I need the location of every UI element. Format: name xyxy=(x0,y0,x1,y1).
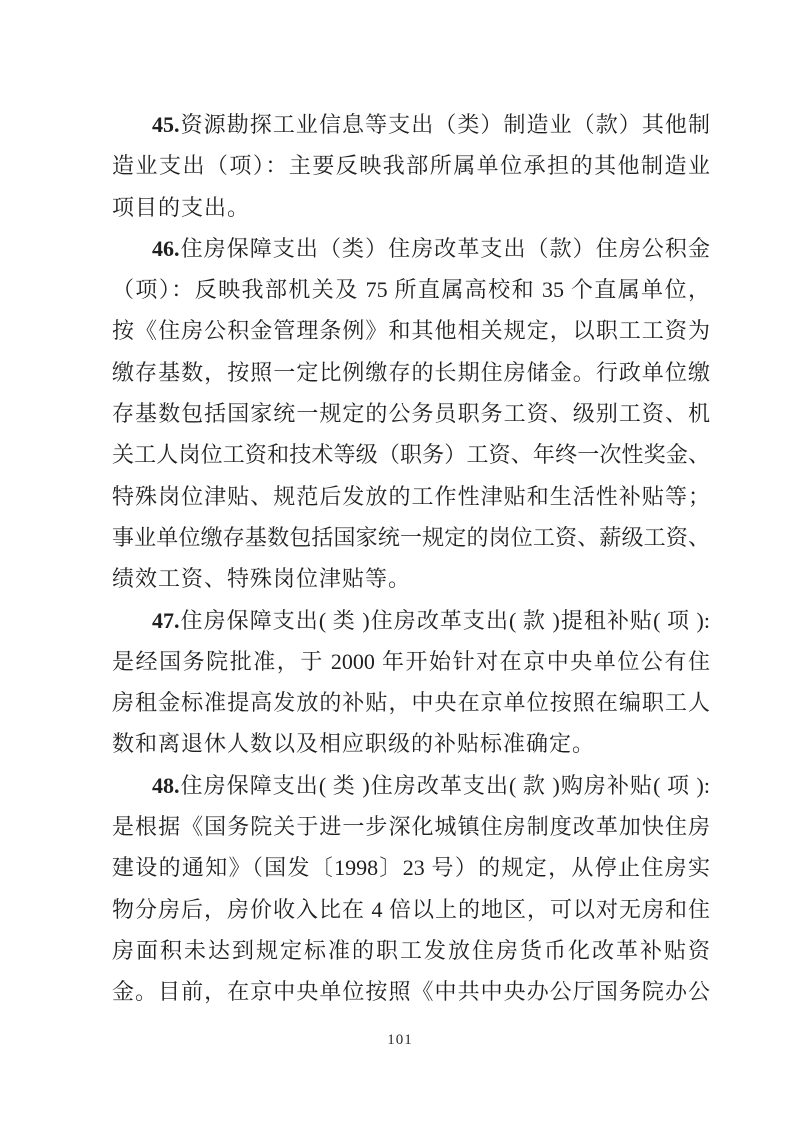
paragraph-line: 特殊岗位津贴、规范后发放的工作性津贴和生活性补贴等； xyxy=(112,483,710,509)
paragraph-line: 房面积未达到规定标准的职工发放住房货币化改革补贴资 xyxy=(112,937,710,963)
paragraph-line: 物分房后，房价收入比在 4 倍以上的地区，可以对无房和住 xyxy=(112,896,710,922)
paragraph-line: 造业支出（项）：主要反映我部所属单位承担的其他制造业 xyxy=(112,153,710,179)
paragraph-line: 缴存基数，按照一定比例缴存的长期住房储金。行政单位缴 xyxy=(112,359,710,385)
paragraph-line: 建设的通知》（国发〔1998〕23 号）的规定，从停止住房实 xyxy=(112,855,710,881)
paragraph-number: 47. xyxy=(152,607,180,633)
document-body xyxy=(112,104,710,1013)
paragraph-line xyxy=(112,600,710,641)
paragraph-line: 金。目前，在京中央单位按照《中共中央办公厅国务院办公 xyxy=(112,979,710,1005)
paragraph-line xyxy=(112,765,710,806)
paragraph-number: 45. xyxy=(152,112,180,137)
paragraph-line: 数和离退休人数以及相应职级的补贴标准确定。 xyxy=(112,731,596,757)
paragraph-line-text: 资源勘探工业信息等支出（类）制造业（款）其他制 xyxy=(179,112,710,137)
paragraph-number: 46. xyxy=(152,235,180,261)
paragraph-number: 48. xyxy=(152,772,180,798)
paragraph-line: 项目的支出。 xyxy=(112,194,251,220)
paragraph-line: 是经国务院批准，于 2000 年开始针对在京中央单位公有住 xyxy=(112,648,710,674)
paragraph-45 xyxy=(112,104,710,228)
paragraph-line: 关工人岗位工资和技术等级（职务）工资、年终一次性奖金、 xyxy=(112,442,710,468)
paragraph-46 xyxy=(112,228,710,600)
paragraph-line xyxy=(112,104,710,145)
paragraph-48 xyxy=(112,765,710,1013)
paragraph-line: 事业单位缴存基数包括国家统一规定的岗位工资、薪级工资、 xyxy=(112,524,710,550)
paragraph-line xyxy=(112,228,710,269)
paragraph-line: （项）：反映我部机关及 75 所直属高校和 35 个直属单位， xyxy=(112,277,710,303)
paragraph-line-text: 住房保障支出（类）住房改革支出（款）住房公积金 xyxy=(179,235,710,261)
paragraph-line: 绩效工资、特殊岗位津贴等。 xyxy=(112,566,412,592)
paragraph-47 xyxy=(112,600,710,765)
page-number: 101 xyxy=(387,1032,413,1048)
paragraph-line-text: 住房保障支出( 类 )住房改革支出( 款 )购房补贴( 项 ): xyxy=(179,772,710,798)
paragraph-line: 是根据《国务院关于进一步深化城镇住房制度改革加快住房 xyxy=(112,814,710,840)
paragraph-line: 房租金标准提高发放的补贴，中央在京单位按照在编职工人 xyxy=(112,690,710,716)
paragraph-line: 存基数包括国家统一规定的公务员职务工资、级别工资、机 xyxy=(112,401,710,427)
paragraph-line: 按《住房公积金管理条例》和其他相关规定，以职工工资为 xyxy=(112,318,710,344)
paragraph-line-text: 住房保障支出( 类 )住房改革支出( 款 )提租补贴( 项 ): xyxy=(179,607,710,633)
